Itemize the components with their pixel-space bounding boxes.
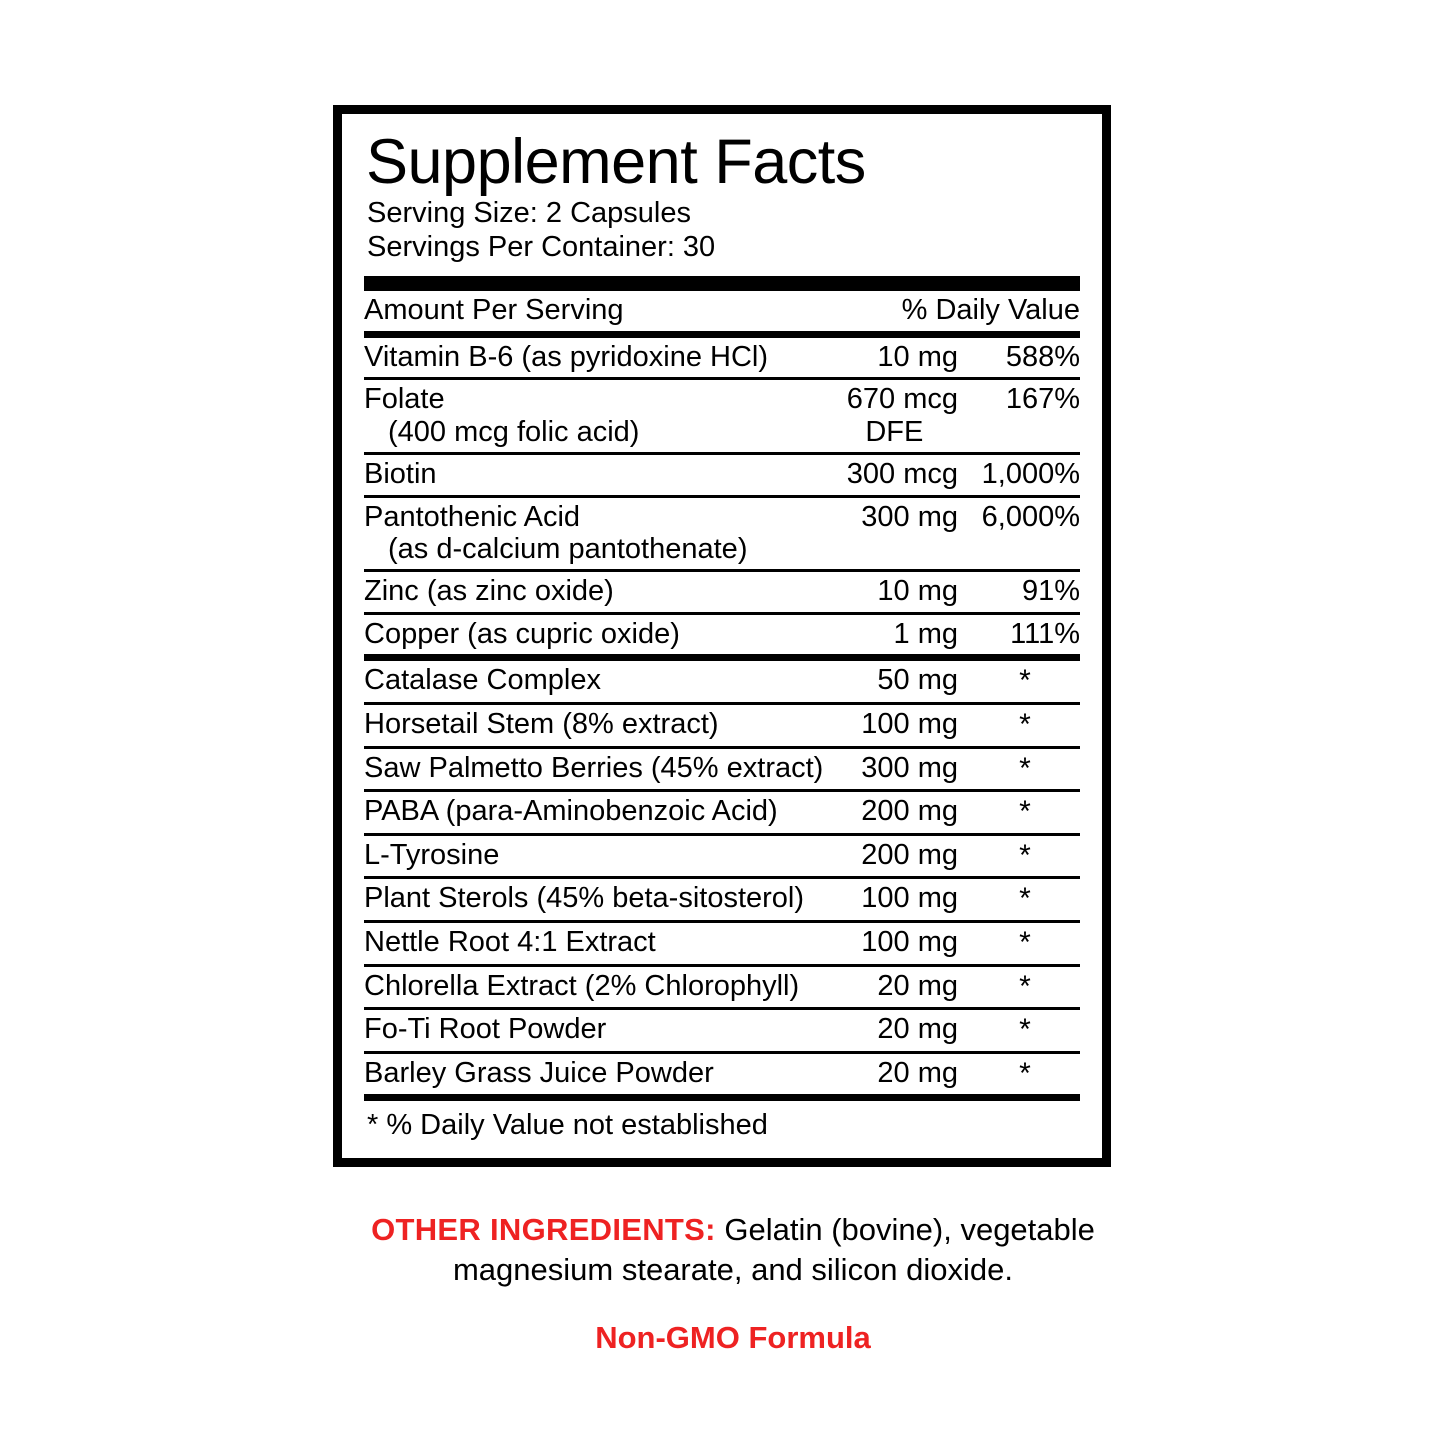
nutrient-dv: * xyxy=(958,1009,1080,1053)
nutrient-dv: * xyxy=(958,921,1080,965)
nutrient-amount: 200 mg xyxy=(848,834,958,878)
nutrient-name-sub: (as d-calcium pantothenate) xyxy=(388,532,748,565)
nutrient-name: PABA (para-Aminobenzoic Acid) xyxy=(364,791,848,835)
nutrient-name: Fo-Ti Root Powder xyxy=(364,1009,848,1053)
table-row xyxy=(364,703,1080,747)
nutrient-name: Vitamin B-6 (as pyridoxine HCl) xyxy=(364,340,768,373)
daily-value-footnote: * % Daily Value not established xyxy=(367,1109,768,1142)
nutrient-amount-cell xyxy=(823,379,958,454)
table-row xyxy=(364,379,1080,454)
nutrient-amount: 10 mg xyxy=(823,571,958,613)
nutrient-amount: 20 mg xyxy=(848,1052,958,1094)
nutrients-table-group1 xyxy=(364,338,1080,655)
table-row xyxy=(364,921,1080,965)
nutrients-table-group2 xyxy=(364,661,1080,1094)
non-gmo-badge: Non-GMO Formula xyxy=(595,1320,871,1355)
daily-value-header: % Daily Value xyxy=(901,294,1080,327)
nutrient-amount: 300 mcg xyxy=(823,454,958,496)
nutrient-name: Chlorella Extract (2% Chlorophyll) xyxy=(364,965,848,1009)
table-row xyxy=(364,878,1080,922)
nutrient-dv: 111% xyxy=(958,613,1080,654)
servings-per-container-text: Servings Per Container: 30 xyxy=(367,230,716,263)
other-ingredients-label: OTHER INGREDIENTS: xyxy=(371,1212,716,1247)
nutrient-name: Plant Sterols (45% beta-sitosterol) xyxy=(364,878,848,922)
divider-medium-bottom xyxy=(364,1094,1080,1101)
table-row xyxy=(364,834,1080,878)
nutrient-name-cell xyxy=(364,496,823,571)
nutrient-name: Folate xyxy=(364,383,445,416)
table-row xyxy=(364,661,1080,703)
table-row xyxy=(364,1052,1080,1094)
nutrient-amount: 100 mg xyxy=(848,703,958,747)
nutrient-amount-sub: DFE xyxy=(865,415,924,448)
nutrient-name: Nettle Root 4:1 Extract xyxy=(364,921,848,965)
other-ingredients-block xyxy=(333,1210,1133,1291)
nutrient-amount: 1 mg xyxy=(823,613,958,654)
table-header-row xyxy=(364,291,1080,330)
nutrient-dv: 6,000% xyxy=(958,496,1080,571)
table-row xyxy=(364,496,1080,571)
nutrient-dv: * xyxy=(958,834,1080,878)
nutrient-name: L-Tyrosine xyxy=(364,834,848,878)
divider-medium-middle xyxy=(364,654,1080,661)
nutrient-amount: 300 mg xyxy=(848,747,958,791)
nutrient-name: Pantothenic Acid xyxy=(364,500,581,533)
table-row xyxy=(364,571,1080,613)
nutrient-dv: * xyxy=(958,965,1080,1009)
nutrient-amount: 100 mg xyxy=(848,878,958,922)
table-row xyxy=(364,338,1080,379)
nutrient-dv: * xyxy=(958,791,1080,835)
table-row xyxy=(364,747,1080,791)
nutrient-name-cell xyxy=(364,379,823,454)
table-row xyxy=(364,454,1080,496)
nutrient-name: Saw Palmetto Berries (45% extract) xyxy=(364,747,848,791)
nutrient-name: Catalase Complex xyxy=(364,664,601,697)
serving-size-text: Serving Size: 2 Capsules xyxy=(367,196,691,229)
nutrient-dv: 588% xyxy=(1005,340,1080,373)
table-row xyxy=(364,613,1080,654)
nutrient-amount: 670 mcg xyxy=(846,383,958,416)
nutrient-amount: 20 mg xyxy=(848,1009,958,1053)
nutrient-amount: 10 mg xyxy=(877,340,958,373)
nutrient-name: Zinc (as zinc oxide) xyxy=(364,571,823,613)
nutrient-amount: 100 mg xyxy=(848,921,958,965)
nutrient-amount: 50 mg xyxy=(877,664,958,697)
nutrition-header-table xyxy=(364,291,1080,330)
nutrient-dv: * xyxy=(958,878,1080,922)
nutrient-dv: 91% xyxy=(958,571,1080,613)
supplement-facts-panel xyxy=(333,105,1111,1167)
amount-per-serving-header: Amount Per Serving xyxy=(364,294,624,327)
divider-medium-header xyxy=(364,331,1080,338)
nutrient-dv: 1,000% xyxy=(958,454,1080,496)
table-row xyxy=(364,791,1080,835)
nutrient-name-sub: (400 mcg folic acid) xyxy=(388,415,640,448)
panel-title: Supplement Facts xyxy=(366,127,866,197)
nutrient-dv: * xyxy=(958,703,1080,747)
nutrient-dv: * xyxy=(1019,664,1031,698)
table-row xyxy=(364,1009,1080,1053)
nutrient-name: Copper (as cupric oxide) xyxy=(364,613,823,654)
nutrient-name: Horsetail Stem (8% extract) xyxy=(364,703,848,747)
table-row xyxy=(364,965,1080,1009)
nutrient-amount: 20 mg xyxy=(848,965,958,1009)
nutrient-dv: * xyxy=(958,747,1080,791)
nutrient-name: Biotin xyxy=(364,454,823,496)
nutrient-dv: * xyxy=(958,1052,1080,1094)
nutrient-amount: 200 mg xyxy=(848,791,958,835)
nutrient-name: Barley Grass Juice Powder xyxy=(364,1052,848,1094)
nutrient-dv: 167% xyxy=(958,379,1080,454)
other-ingredients-text: Gelatin (bovine), vegetable magnesium stearate, and silicon dioxide. xyxy=(452,1212,1095,1288)
nutrient-amount: 300 mg xyxy=(823,496,958,571)
divider-thick-top xyxy=(364,276,1080,291)
